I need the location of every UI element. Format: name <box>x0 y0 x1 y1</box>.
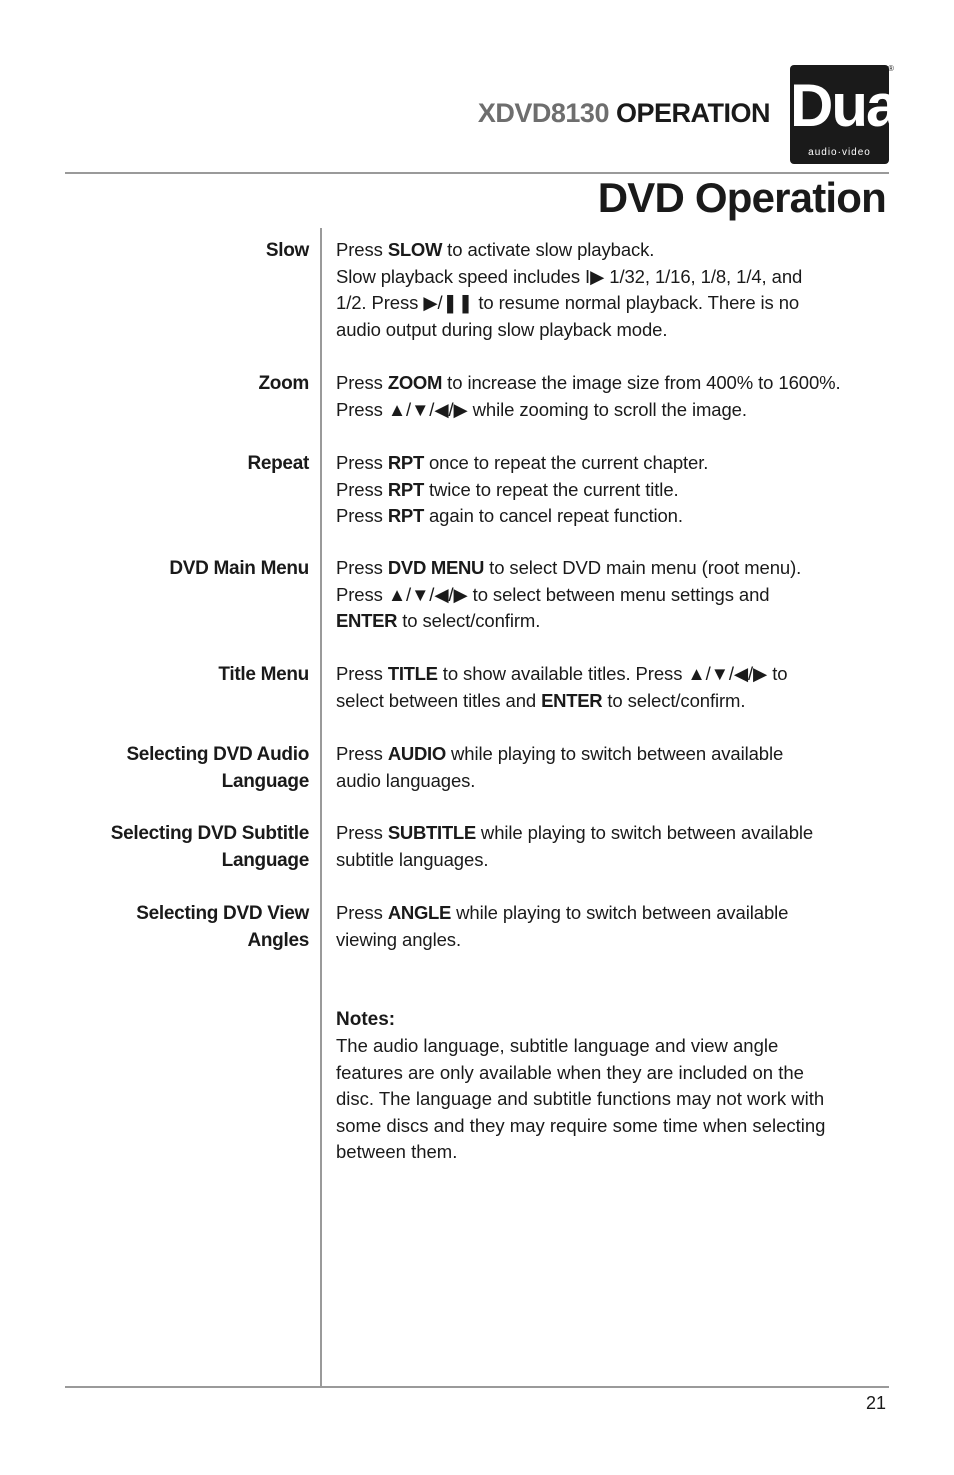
entry-label-line: Title Menu <box>218 664 309 685</box>
description-line <box>336 688 888 715</box>
description-text: Press <box>336 663 388 684</box>
description-text: to activate slow playback. <box>442 239 655 260</box>
entry-label <box>70 450 309 477</box>
button-name: SUBTITLE <box>387 822 476 843</box>
entry-label-line: Selecting DVD View <box>136 903 309 924</box>
entry-label-line: Repeat <box>247 453 309 474</box>
registered-mark: ® <box>888 64 894 73</box>
description-text: while playing to switch between available <box>451 902 789 923</box>
description-text: Press <box>336 478 388 500</box>
entry-label <box>70 900 309 954</box>
entry-label-line: DVD Main Menu <box>169 558 309 579</box>
notes-line: disc. The language and subtitle functions may not work with <box>336 1088 825 1109</box>
button-name: ZOOM <box>387 372 443 393</box>
description-line <box>336 661 888 688</box>
description-line <box>336 237 888 264</box>
description-text: while playing to switch between available <box>475 822 814 843</box>
section-name: OPERATION <box>615 98 770 128</box>
entry-description <box>336 555 888 635</box>
model-number: XDVD8130 <box>477 98 609 128</box>
description-text: to show available titles. Press ▲/▼/◀/▶ to <box>437 663 788 684</box>
dual-logo <box>790 65 913 164</box>
description-text: again to cancel repeat function. <box>423 505 683 526</box>
entry-label <box>70 741 309 795</box>
entry-label <box>70 237 309 264</box>
description-text: once to repeat the current chapter. <box>423 452 709 473</box>
button-name: ENTER <box>336 610 398 631</box>
button-name: SLOW <box>387 239 443 260</box>
description-text: Press <box>336 557 388 578</box>
description-text: while playing to switch between available <box>445 743 784 764</box>
description-text: Press <box>336 239 388 260</box>
notes-line: features are only available when they are included on the <box>336 1061 804 1083</box>
entry-label-line: Selecting DVD Audio <box>126 744 309 765</box>
description-text: Press <box>336 822 388 843</box>
entry-label <box>70 661 309 688</box>
description-line <box>336 900 888 927</box>
notes-line: some discs and they may require some time when selecting <box>336 1114 826 1136</box>
entry-description <box>336 741 888 794</box>
description-line <box>336 608 888 635</box>
description-text: to select/confirm. <box>602 689 746 711</box>
entry-label <box>70 370 309 397</box>
description-text: viewing angles. <box>336 928 461 950</box>
entry-description <box>336 450 888 530</box>
description-line <box>336 397 888 424</box>
description-line <box>336 927 888 954</box>
entry-description <box>336 820 888 873</box>
description-line <box>336 450 888 477</box>
description-text: to increase the image size from 400% to 1600%. <box>442 372 841 393</box>
button-name: ENTER <box>541 689 603 711</box>
description-text: Press <box>336 902 388 923</box>
description-text: Press ▲/▼/◀/▶ while zooming to scroll the image. <box>336 398 747 420</box>
description-line <box>336 555 888 582</box>
description-text: select between titles and <box>336 689 542 711</box>
entry-label-line: Zoom <box>258 373 309 394</box>
description-text: Press <box>336 505 388 526</box>
button-name: TITLE <box>387 663 438 684</box>
button-name: DVD MENU <box>387 557 485 578</box>
button-name: ANGLE <box>387 902 452 923</box>
entry-label-line: Angles <box>247 930 309 951</box>
description-line <box>336 582 888 609</box>
button-name: AUDIO <box>387 743 446 764</box>
notes-heading: Notes: <box>336 1009 396 1030</box>
description-text: to select/confirm. <box>397 610 541 631</box>
description-text: Slow playback speed includes I▶ 1/32, 1/16, 1/8, 1/4, and <box>336 265 803 287</box>
description-line <box>336 503 888 530</box>
page-number: 21 <box>865 1393 886 1413</box>
description-line <box>336 264 888 291</box>
description-line <box>336 741 888 768</box>
bottom-divider <box>65 1386 889 1388</box>
button-name: RPT <box>387 452 424 473</box>
description-text: Press <box>336 743 388 764</box>
notes-line: between them. <box>336 1141 458 1162</box>
description-text: subtitle languages. <box>336 848 489 870</box>
button-name: RPT <box>387 505 424 526</box>
entry-label <box>70 820 309 874</box>
description-line <box>336 477 888 504</box>
entry-description <box>336 900 888 953</box>
column-divider <box>320 228 322 1386</box>
description-text: to select DVD main menu (root menu). <box>484 557 802 578</box>
description-text: Press ▲/▼/◀/▶ to select between menu settings and <box>336 583 770 605</box>
description-text: audio languages. <box>336 769 476 791</box>
entry-description <box>336 661 888 714</box>
entry-description <box>336 370 888 423</box>
entry-label-line: Selecting DVD Subtitle <box>110 823 309 844</box>
entry-description <box>336 237 888 343</box>
entry-label <box>70 555 309 582</box>
logo-wordmark: Dual <box>790 72 913 139</box>
header-title <box>380 98 770 129</box>
description-text: audio output during slow playback mode. <box>336 318 668 340</box>
description-text: 1/2. Press ▶/❚❚ to resume normal playback. There is no <box>336 292 800 313</box>
notes-line: The audio language, subtitle language and view angle <box>336 1035 779 1056</box>
logo-tagline: audio·video <box>808 147 871 158</box>
description-line <box>336 768 888 795</box>
description-text: Press <box>336 372 388 393</box>
entry-label-line: Language <box>221 850 309 871</box>
description-text: twice to repeat the current title. <box>423 478 679 500</box>
description-text: Press <box>336 452 388 473</box>
description-line <box>336 290 888 317</box>
page-title: DVD Operation <box>597 174 886 221</box>
entry-label-line: Slow <box>265 240 309 261</box>
description-line <box>336 317 888 344</box>
description-line <box>336 820 888 847</box>
description-line <box>336 370 888 397</box>
entry-label-line: Language <box>221 771 309 792</box>
button-name: RPT <box>387 478 424 500</box>
notes-body <box>336 1033 888 1166</box>
description-line <box>336 847 888 874</box>
